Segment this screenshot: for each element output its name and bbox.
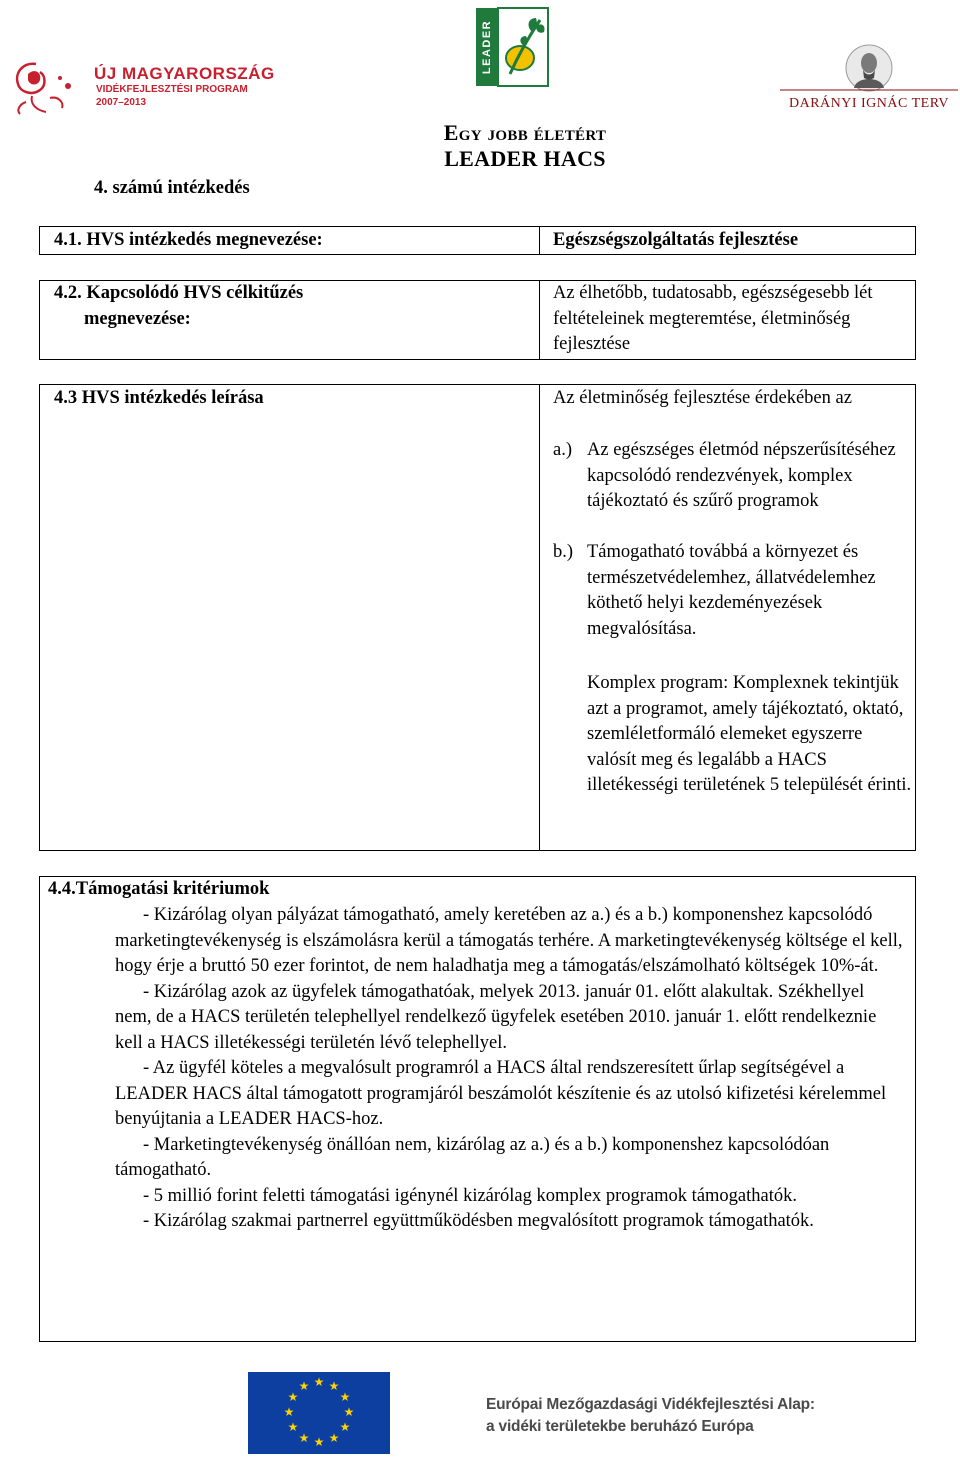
criteria-item xyxy=(115,1133,905,1184)
criteria-item xyxy=(115,980,905,1057)
criteria-item xyxy=(115,903,905,980)
objective-label xyxy=(54,281,494,332)
complex-program-definition: Komplex program: Komplexnek tekintjük azt a programot, amely tájékoztató, oktató, szemléletformáló elemeket egyszerre valósít meg és legalább a HACS illetékességi területének 5 települését érinti. xyxy=(587,673,912,795)
svg-text:★: ★ xyxy=(328,1379,340,1393)
description-item-text: Az egészséges életmód népszerűsítéséhez kapcsolódó rendezvények, komplex tájékoztató és szűrő programok xyxy=(587,440,896,511)
column-divider xyxy=(539,385,540,850)
svg-text:★: ★ xyxy=(298,1431,310,1445)
description-label: 4.3 HVS intézkedés leírása xyxy=(54,388,264,408)
objective-value: Az élhetőbb, tudatosabb, egészségesebb lét feltételeinek megteremtése, életminőség fejlesztése xyxy=(553,283,873,354)
svg-text:★: ★ xyxy=(287,1390,299,1404)
svg-text:★: ★ xyxy=(313,1375,325,1389)
svg-text:★: ★ xyxy=(339,1390,351,1404)
rose-emblem-icon xyxy=(6,58,90,118)
measure-name-value: Egészségszolgáltatás fejlesztése xyxy=(553,230,799,250)
measure-name-label: 4.1. HVS intézkedés megnevezése: xyxy=(54,230,323,250)
svg-text:★: ★ xyxy=(328,1431,340,1445)
criteria-item-text: - Kizárólag azok az ügyfelek támogathatóak, melyek 2013. január 01. előtt alakultak. Székhellyel nem, de a HACS területén telephellyel rendelkező ügyfelek esetében 2010. január 1. előtt rendelkeznie kell a HACS illetékességi területén lévő telephellyel. xyxy=(115,981,877,1053)
criteria-item-text: - Az ügyfél köteles a megvalósult programról a HACS által rendszeresített űrlap segítségével a LEADER HACS által támogatott programjáról beszámolót készítenie és az utolsó kifizetési kérelemmel benyújtania a LEADER HACS-hoz. xyxy=(115,1058,887,1129)
hacs-title-line2: LEADER HACS xyxy=(444,146,606,171)
objective-label-line1: 4.2. Kapcsolódó HVS célkitűzés xyxy=(54,283,304,303)
description-item-text: Támogatható továbbá a környezet és természetvédelemhez, állatvédelemhez köthető helyi kezdeményezések megvalósítása. xyxy=(587,542,876,639)
description-item-marker: b.) xyxy=(553,542,574,562)
eafrd-caption-line1: Európai Mezőgazdasági Vidékfejlesztési Alap: xyxy=(486,1396,815,1413)
objective-label-line2: megnevezése: xyxy=(84,308,191,329)
portrait-emblem-icon xyxy=(780,44,958,94)
leader-logo xyxy=(474,6,550,88)
uj-logo-title: ÚJ MAGYARORSZÁG xyxy=(94,64,275,83)
uj-magyarorszag-logo xyxy=(6,58,276,118)
eafrd-caption-line2: a vidéki területekbe beruházó Európa xyxy=(486,1418,754,1435)
criteria-item-text: - Kizárólag olyan pályázat támogatható, amely keretében az a.) és a b.) komponenshez kapcsolódó marketingtevékenység is elszámolásra kerül a támogatás terhére. A marketingtevékenység költsége el kell, hogy érje a bruttó 50 ezer forintot, de nem haladhatja meg a támogatás/elszámolható költségek 10%-át. xyxy=(115,905,903,976)
criteria-title: 4.4.Támogatási kritériumok xyxy=(48,879,270,899)
criteria-item xyxy=(115,1184,905,1210)
leader-vertical-label: LEADER xyxy=(481,19,493,75)
hacs-title xyxy=(380,120,670,172)
description-intro: Az életminőség fejlesztése érdekében az xyxy=(553,388,852,408)
measure-number: 4. számú intézkedés xyxy=(94,178,250,198)
criteria-item-text: - 5 millió forint feletti támogatási igénynél kizárólag komplex programok támogathatók. xyxy=(143,1185,798,1206)
eafrd-caption xyxy=(486,1394,815,1438)
uj-logo-subtitle: VIDÉKFEJLESZTÉSI PROGRAM xyxy=(96,84,248,95)
criteria-list xyxy=(115,903,905,1235)
svg-text:★: ★ xyxy=(339,1420,351,1434)
svg-text:★: ★ xyxy=(343,1405,355,1419)
svg-text:★: ★ xyxy=(298,1379,310,1393)
description-item-marker: a.) xyxy=(553,440,572,460)
criteria-item xyxy=(115,1056,905,1133)
eu-stars-icon xyxy=(248,1372,390,1454)
criteria-item xyxy=(115,1209,905,1235)
eu-flag-logo xyxy=(248,1372,390,1454)
svg-text:★: ★ xyxy=(287,1420,299,1434)
daranyi-logo-text: DARÁNYI IGNÁC TERV xyxy=(788,96,950,111)
svg-text:★: ★ xyxy=(313,1435,325,1449)
uj-logo-years: 2007–2013 xyxy=(96,97,147,108)
column-divider xyxy=(539,281,540,359)
daranyi-ignac-terv-logo xyxy=(780,44,958,114)
svg-text:★: ★ xyxy=(283,1405,295,1419)
hacs-title-line1: Egy jobb életért xyxy=(443,120,607,145)
column-divider xyxy=(539,227,540,254)
criteria-item-text: - Marketingtevékenység önállóan nem, kizárólag az a.) és a b.) komponenshez kapcsolódóan támogatható. xyxy=(115,1134,830,1180)
criteria-item-text: - Kizárólag szakmai partnerrel együttműködésben megvalósított programok támogathatók. xyxy=(143,1211,814,1231)
